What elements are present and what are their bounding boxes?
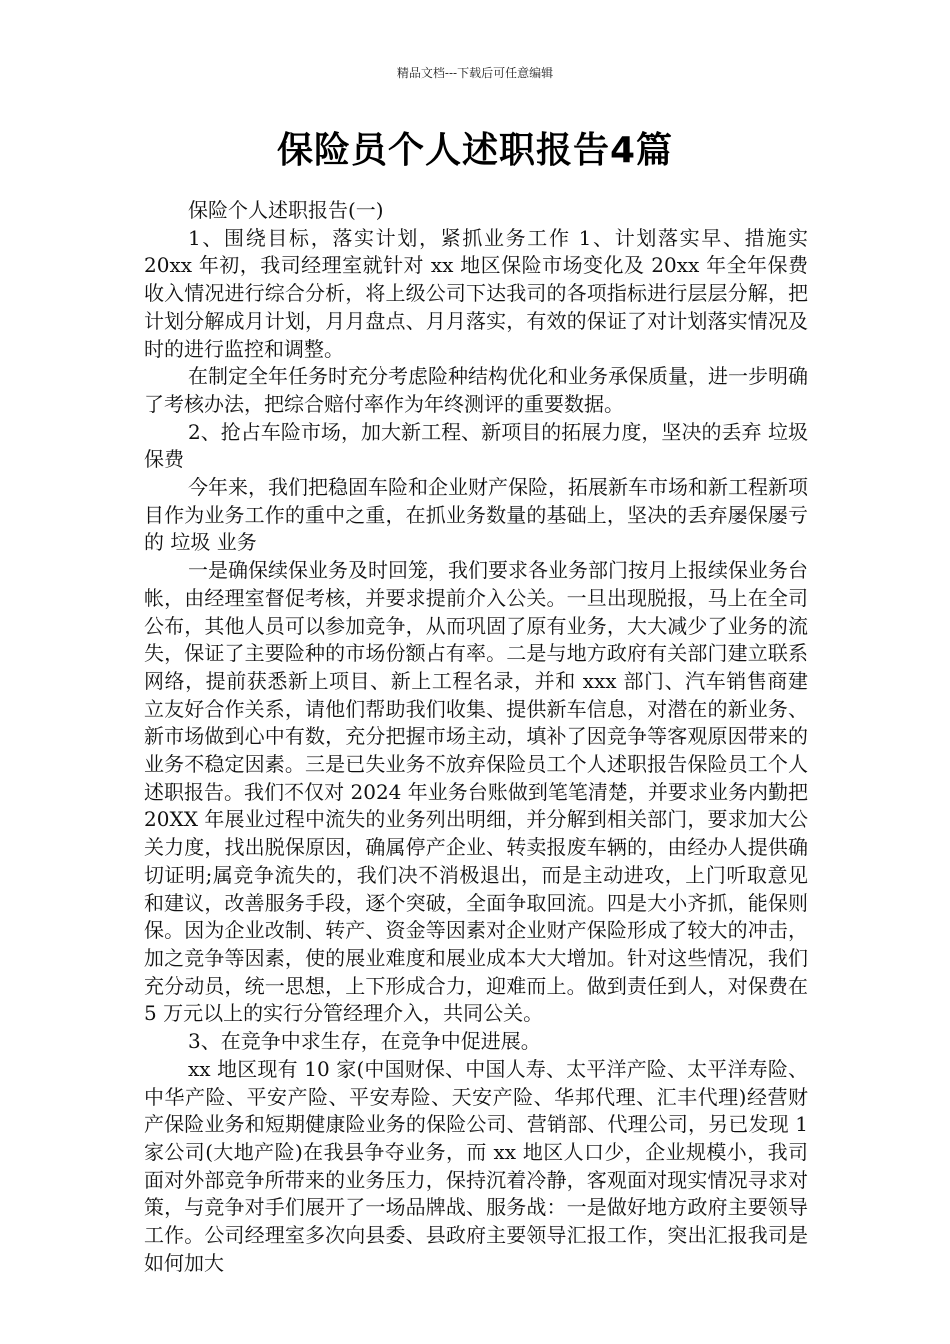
document-body (144, 197, 808, 1277)
paragraph: 3、在竞争中求生存，在竞争中促进展。 (188, 1029, 541, 1054)
paragraph: xx 地区现有 10 家(中国财保、中国人寿、太平洋产险、太平洋寿险、中华产险、平安产险、平安寿险、天安产险、华邦代理、汇丰代理)经营财产保险业务和短期健康险业务的保险公司、营销部、代理公司，另已发现 1 家公司(大地产险)在我县争夺业务，而 xx 地区人口少，企业规模小，我司面对外部竞争所带来的业务压力，保持沉着冷静，客观面对现实情况寻求对策，与竞争对手们展开了一场品牌战、服务战：一是做好地方政府主要领导工作。公司经理室多次向县委、县政府主要领导汇报工作，突出汇报我司是如何加大 (144, 1056, 808, 1275)
paragraph: 保险个人述职报告(一) (188, 198, 384, 222)
document-title: 保险员个人述职报告4篇 (276, 130, 674, 171)
paragraph: 2、抢占车险市场，加大新工程、新项目的拓展力度，坚决的丢弃 垃圾保费 (144, 419, 808, 472)
paragraph: 今年来，我们把稳固车险和企业财产保险，拓展新车市场和新工程新项目作为业务工作的重中之重，在抓业务数量的基础上，坚决的丢弃屡保屡亏的 垃圾 业务 (144, 475, 808, 555)
paragraph: 在制定全年任务时充分考虑险种结构优化和业务承保质量，进一步明确了考核办法，把综合赔付率作为年终测评的重要数据。 (144, 364, 808, 416)
paragraph: 一是确保续保业务及时回笼，我们要求各业务部门按月上报续保业务台帐，由经理室督促考核，并要求提前介入公关。一旦出现脱报，马上在全司公布，其他人员可以参加竞争，从而巩固了原有业务，大大减少了业务的流失，保证了主要险种的市场份额占有率。二是与地方政府有关部门建立联系网络，提前获悉新上项目、新上工程名录，并和 xxx 部门、汽车销售商建立友好合作关系，请他们帮助我们收集、提供新车信息，对潜在的新业务、新市场做到心中有数，充分把握市场主动，填补了因竞争等客观原因带来的业务不稳定因素。三是已失业务不放弃保险员工个人述职报告保险员工个人述职报告。我们不仅对 2024 年业务台账做到笔笔清楚，并要求业务内勤把 20XX 年展业过程中流失的业务列出明细，并分解到相关部门，要求加大公关力度，找出脱保原因，确属停产企业、转卖报废车辆的，由经办人提供确切证明;属竞争流失的，我们决不消极退出，而是主动进攻，上门听取意见和建议，改善服务手段，逐个突破，全面争取回流。四是大小齐抓，能保则保。因为企业改制、转产、资金等因素对企业财产保险形成了较大的冲击，加之竞争等因素，使的展业难度和展业成本大大增加。针对这些情况，我们充分动员，统一思想，上下形成合力，迎难而上。做到责任到人，对保费在 5 万元以上的实行分管经理介入，共同公关。 (144, 558, 808, 1026)
paragraph: 1、围绕目标，落实计划，紧抓业务工作 1、计划落实早、措施实 20xx 年初，我司经理室就针对 xx 地区保险市场变化及 20xx 年全年保费收入情况进行综合分析，将上级公司下达我司的各项指标进行层层分解，把计划分解成月计划，月月盘点、月月落实，有效的保证了对计划落实情况及时的进行监控和调整。 (144, 225, 808, 361)
header-note: 精品文档---下载后可任意编辑 (396, 66, 554, 80)
